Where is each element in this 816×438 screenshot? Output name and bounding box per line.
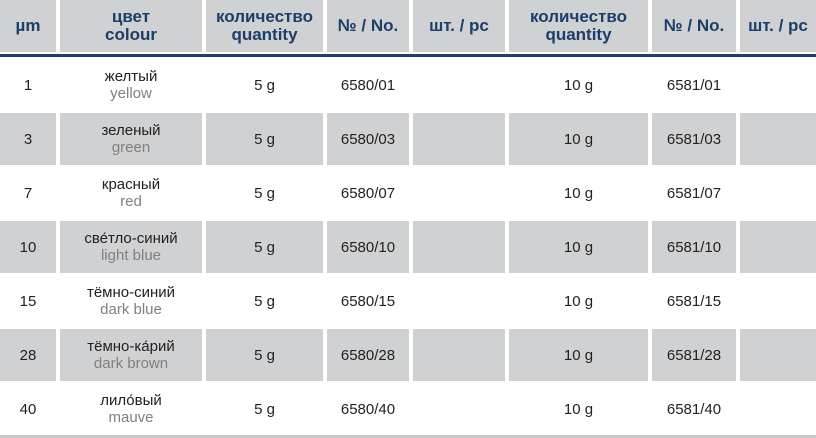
colour-name-en: light blue	[100, 247, 162, 264]
cell-number-2: 6581/40	[650, 383, 738, 435]
header-colour-ru: цвет	[111, 7, 151, 26]
cell-um: 1	[0, 59, 58, 111]
cell-quantity-1: 5 g	[204, 59, 325, 111]
cell-number-1: 6580/07	[325, 167, 411, 219]
cell-number-1: 6580/03	[325, 113, 411, 165]
cell-um: 3	[0, 113, 58, 165]
cell-colour	[58, 329, 204, 381]
header-pieces-1: шт. / pc	[411, 0, 507, 52]
cell-um: 15	[0, 275, 58, 327]
cell-quantity-1: 5 g	[204, 383, 325, 435]
cell-pieces-1[interactable]	[411, 221, 507, 273]
header-number-1: № / No.	[325, 0, 411, 52]
cell-number-2: 6581/03	[650, 113, 738, 165]
header-pieces-2: шт. / pc	[738, 0, 816, 52]
header-quantity-1-ru: количество	[216, 7, 313, 26]
table-row	[0, 221, 816, 273]
colour-name-en: red	[120, 193, 142, 210]
cell-number-1: 6580/28	[325, 329, 411, 381]
table-row	[0, 383, 816, 435]
cell-quantity-2: 10 g	[507, 221, 650, 273]
table-row	[0, 275, 816, 327]
header-number-2: № / No.	[650, 0, 738, 52]
cell-colour	[58, 113, 204, 165]
cell-pieces-2[interactable]	[738, 221, 816, 273]
cell-pieces-2[interactable]	[738, 59, 816, 111]
cell-quantity-1: 5 g	[204, 221, 325, 273]
table-row	[0, 167, 816, 219]
colour-name-en: green	[111, 139, 151, 156]
table-row	[0, 329, 816, 381]
cell-colour	[58, 383, 204, 435]
cell-um: 10	[0, 221, 58, 273]
colour-name-ru: желтый	[104, 68, 158, 85]
colour-name-ru: зеленый	[101, 122, 161, 139]
header-colour	[58, 0, 204, 52]
header-quantity-2-en: quantity	[545, 25, 612, 44]
cell-um: 40	[0, 383, 58, 435]
header-quantity-2-ru: количество	[530, 7, 627, 26]
cell-colour	[58, 59, 204, 111]
colour-name-en: dark brown	[93, 355, 169, 372]
header-quantity-1-en: quantity	[231, 25, 298, 44]
cell-pieces-1[interactable]	[411, 59, 507, 111]
cell-number-1: 6580/01	[325, 59, 411, 111]
cell-quantity-2: 10 g	[507, 329, 650, 381]
cell-quantity-1: 5 g	[204, 113, 325, 165]
colour-name-en: dark blue	[100, 301, 162, 318]
colour-name-ru: тёмно-ка́рий	[87, 338, 175, 355]
cell-pieces-2[interactable]	[738, 275, 816, 327]
colour-name-en: mauve	[108, 409, 154, 426]
cell-pieces-2[interactable]	[738, 113, 816, 165]
cell-pieces-1[interactable]	[411, 329, 507, 381]
cell-pieces-1[interactable]	[411, 383, 507, 435]
cell-colour	[58, 275, 204, 327]
cell-number-1: 6580/40	[325, 383, 411, 435]
cell-quantity-2: 10 g	[507, 113, 650, 165]
header-um: µm	[0, 0, 58, 52]
header-quantity-2	[507, 0, 650, 52]
colour-name-ru: красный	[101, 176, 161, 193]
cell-number-2: 6581/01	[650, 59, 738, 111]
cell-pieces-1[interactable]	[411, 275, 507, 327]
cell-pieces-2[interactable]	[738, 167, 816, 219]
cell-number-1: 6580/10	[325, 221, 411, 273]
table-row	[0, 59, 816, 111]
cell-quantity-1: 5 g	[204, 275, 325, 327]
cell-number-1: 6580/15	[325, 275, 411, 327]
cell-um: 28	[0, 329, 58, 381]
colour-name-ru: све́тло-синий	[84, 230, 178, 247]
cell-number-2: 6581/07	[650, 167, 738, 219]
cell-pieces-1[interactable]	[411, 113, 507, 165]
cell-colour	[58, 221, 204, 273]
cell-um: 7	[0, 167, 58, 219]
cell-quantity-1: 5 g	[204, 167, 325, 219]
cell-number-2: 6581/10	[650, 221, 738, 273]
cell-pieces-1[interactable]	[411, 167, 507, 219]
header-colour-en: colour	[105, 25, 157, 44]
header-row	[0, 0, 816, 52]
cell-quantity-2: 10 g	[507, 275, 650, 327]
cell-number-2: 6581/15	[650, 275, 738, 327]
cell-quantity-2: 10 g	[507, 167, 650, 219]
header-quantity-1	[204, 0, 325, 52]
cell-pieces-2[interactable]	[738, 329, 816, 381]
cell-quantity-2: 10 g	[507, 383, 650, 435]
cell-colour	[58, 167, 204, 219]
cell-number-2: 6581/28	[650, 329, 738, 381]
colour-name-ru: тёмно-синий	[86, 284, 176, 301]
cell-pieces-2[interactable]	[738, 383, 816, 435]
colour-name-ru: лило́вый	[100, 392, 162, 409]
table-row	[0, 113, 816, 165]
colour-name-en: yellow	[110, 85, 152, 102]
cell-quantity-2: 10 g	[507, 59, 650, 111]
table-body	[0, 57, 816, 435]
cell-quantity-1: 5 g	[204, 329, 325, 381]
